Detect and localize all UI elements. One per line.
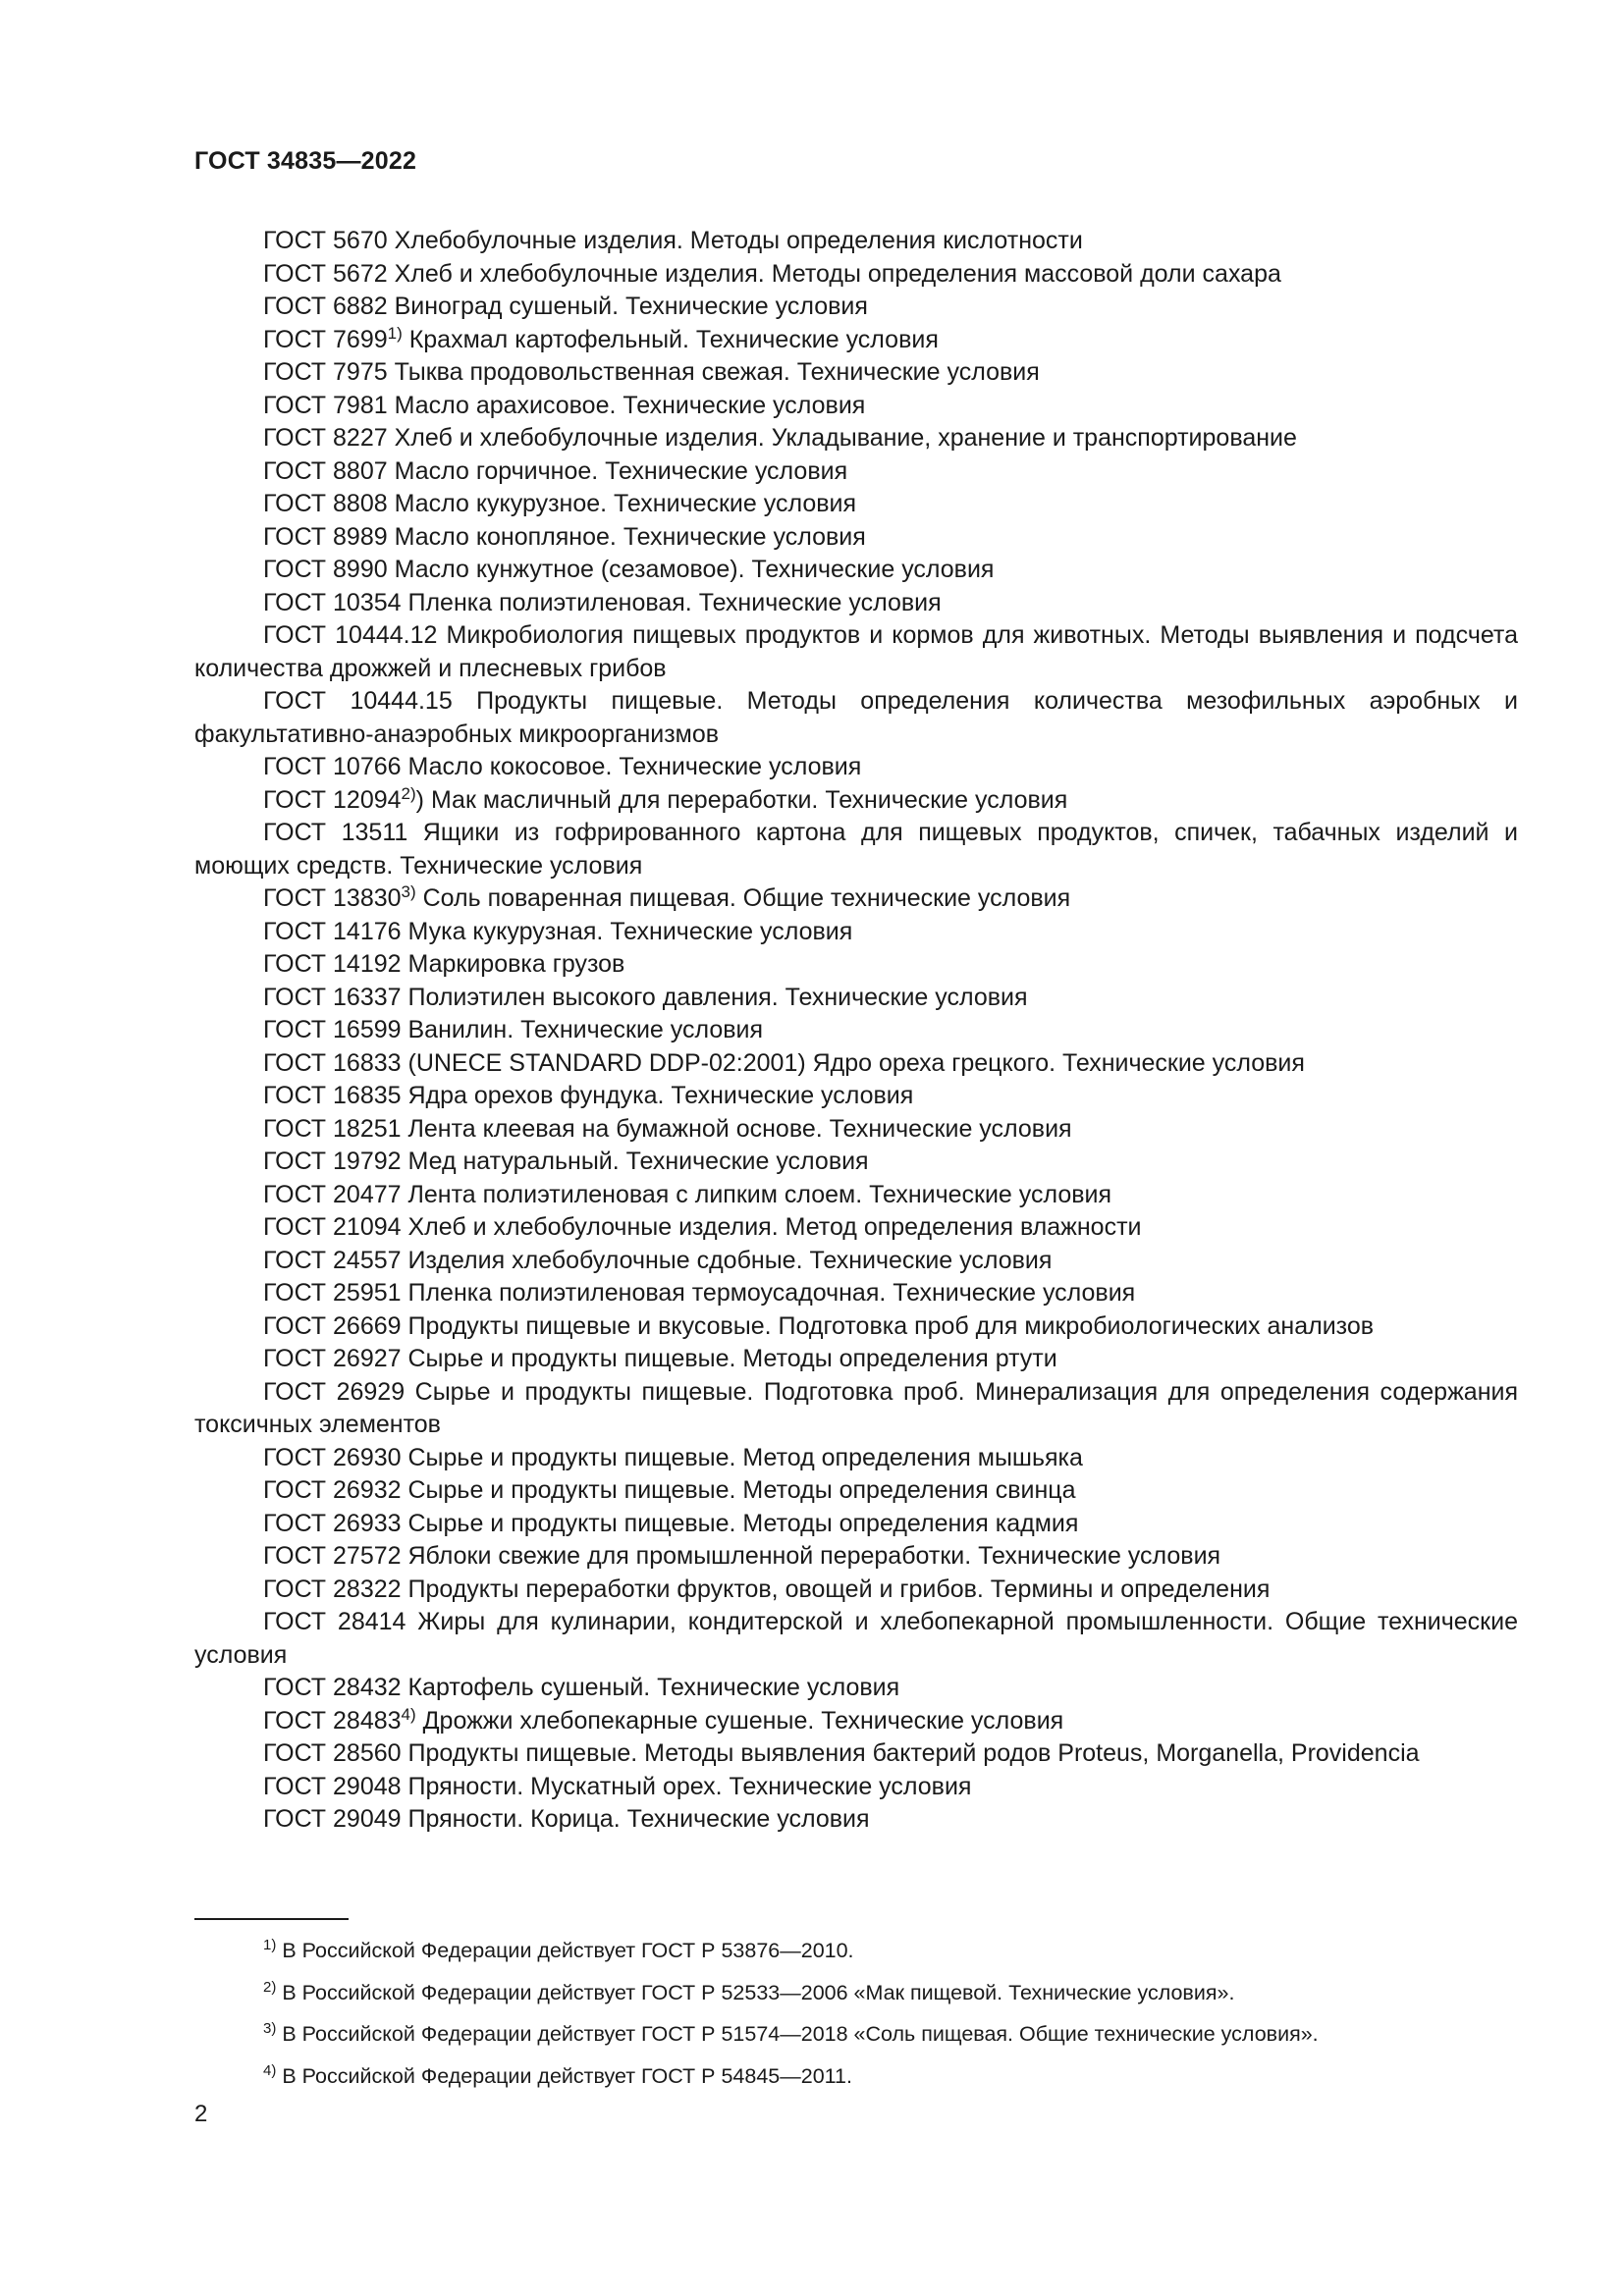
standard-code: ГОСТ 5670 [263,227,388,254]
standard-title: Яблоки свежие для промышленной переработки. Технические условия [401,1542,1221,1570]
standard-code: ГОСТ 18251 [263,1114,402,1143]
reference-entry [194,1771,1518,1804]
reference-entry [194,1474,1518,1508]
standard-code: ГОСТ 26927 [263,1345,402,1372]
standard-code: ГОСТ 10444.12 [263,621,438,649]
standard-title: Масло арахисовое. Технические условия [387,391,866,419]
footnote [263,1930,1530,1972]
reference-entry [194,1672,1518,1705]
reference-entry [194,455,1518,489]
standard-title: Картофель сушеный. Технические условия [401,1674,900,1701]
standard-code: ГОСТ 7699 [263,325,388,353]
standard-code: ГОСТ 8989 [263,522,388,551]
standard-code: ГОСТ 10354 [263,588,402,616]
standard-code: ГОСТ 26930 [263,1443,402,1471]
reference-entry [194,422,1518,455]
normative-references-list [194,225,1518,1837]
standard-code: ГОСТ 26669 [263,1311,402,1340]
standard-title: Масло кокосовое. Технические условия [401,753,862,780]
footnote-text: В Российской Федерации действует ГОСТ Р 52533—2006 «Мак пищевой. Технические условия». [282,1980,1235,2004]
standard-title: (UNECE STANDARD DDP-02:2001) Ядро ореха грецкого. Технические условия [401,1048,1305,1077]
standard-title: Хлеб и хлебобулочные изделия. Укладывание, хранение и транспортирование [387,424,1297,452]
standard-code: ГОСТ 26929 [263,1377,406,1406]
standard-code: ГОСТ 21094 [263,1213,402,1241]
standard-code: ГОСТ 25951 [263,1279,402,1307]
reference-entry [194,619,1518,685]
reference-entry [194,1343,1518,1376]
footnote-marker: 2) [401,783,416,803]
standard-title: Масло кукурузное. Технические условия [387,490,857,517]
reference-entry [194,1442,1518,1475]
standard-title: Масло кунжутное (сезамовое). Технические условия [387,556,995,583]
standard-title: Продукты пищевые и вкусовые. Подготовка проб для микробиологических анализов [401,1311,1375,1340]
standard-code: ГОСТ 8807 [263,456,388,485]
standard-code: ГОСТ 10444.15 [263,687,453,715]
standard-code: ГОСТ 8990 [263,556,388,583]
standard-title: Дрожжи хлебопекарные сушеные. Технические условия [415,1706,1064,1735]
standard-title: Полиэтилен высокого давления. Технические условия [401,983,1028,1011]
document-header: ГОСТ 34835—2022 [194,147,417,175]
reference-entry [194,356,1518,390]
reference-entry [194,1146,1518,1179]
footnotes [263,1930,1530,2097]
standard-title: Изделия хлебобулочные сдобные. Технические условия [401,1246,1053,1274]
reference-entry [194,1574,1518,1607]
standard-title: Пряности. Корица. Технические условия [401,1805,870,1833]
standard-title: Жиры для кулинарии, кондитерской и хлебопекарной промышленности. Общие технические условия [194,1608,1518,1669]
reference-entry [194,1540,1518,1574]
reference-entry [194,1245,1518,1278]
standard-code: ГОСТ 28560 [263,1739,402,1767]
footnote-mark: 2) [263,1978,277,1996]
standard-title: Лента клеевая на бумажной основе. Технические условия [401,1114,1072,1143]
standard-title: Крахмал картофельный. Технические условия [402,325,939,353]
reference-entry [194,324,1518,357]
standard-code: ГОСТ 13511 [263,819,408,846]
standard-code: ГОСТ 16599 [263,1016,402,1043]
reference-entry [194,1179,1518,1212]
reference-entry [194,784,1518,818]
reference-entry [194,521,1518,555]
standard-title: Пленка полиэтиленовая. Технические условия [401,588,942,616]
reference-entry [194,1310,1518,1344]
footnote-text: В Российской Федерации действует ГОСТ Р 54845—2011. [282,2063,852,2088]
standard-title: Сырье и продукты пищевые. Подготовка проб. Минерализация для определения содержания токсичных элементов [194,1377,1519,1438]
reference-entry [194,1705,1518,1738]
standard-code: ГОСТ 26932 [263,1476,402,1504]
standard-code: ГОСТ 27572 [263,1542,402,1570]
reference-entry [194,1014,1518,1047]
standard-code: ГОСТ 16835 [263,1082,402,1109]
standard-code: ГОСТ 19792 [263,1148,402,1175]
standard-title: Хлебобулочные изделия. Методы определения кислотности [387,227,1083,254]
standard-title: Пряности. Мускатный орех. Технические условия [401,1772,972,1800]
footnote-marker: 4) [401,1704,416,1724]
footnote-mark: 4) [263,2061,277,2079]
standard-code: ГОСТ 7975 [263,358,388,386]
standard-title: Микробиология пищевых продуктов и кормов для животных. Методы выявления и подсчета количества дрожжей и плесневых грибов [194,621,1518,682]
reference-entry [194,882,1518,916]
reference-entry [194,948,1518,982]
standard-title: Виноград сушеный. Технические условия [387,293,868,320]
standard-code: ГОСТ 14192 [263,950,402,978]
reference-entry [194,1211,1518,1245]
reference-entry [194,291,1518,324]
reference-entry [194,258,1518,292]
footnote-mark: 1) [263,1937,277,1953]
standard-title: Соль поваренная пищевая. Общие технические условия [415,884,1071,912]
standard-title: Масло конопляное. Технические условия [387,522,866,551]
standard-code: ГОСТ 28432 [263,1674,402,1701]
standard-code: ГОСТ 10766 [263,753,402,780]
standard-title: Продукты переработки фруктов, овощей и грибов. Термины и определения [401,1575,1271,1603]
footnote [263,2013,1530,2056]
standard-title: Сырье и продукты пищевые. Метод определения мышьяка [401,1443,1083,1471]
standard-code: ГОСТ 20477 [263,1180,402,1208]
standard-code: ГОСТ 12094 [263,785,402,814]
standard-code: ГОСТ 8227 [263,424,388,452]
standard-code: ГОСТ 16337 [263,983,402,1011]
standard-title: Сырье и продукты пищевые. Методы определения кадмия [401,1509,1079,1537]
standard-title: ) Мак масличный для переработки. Технические условия [415,785,1068,814]
standard-title: Продукты пищевые. Методы определения количества мезофильных аэробных и факультативно-анаэробных микроорганизмов [194,687,1519,748]
reference-entry [194,982,1518,1015]
standard-code: ГОСТ 28483 [263,1706,402,1735]
standard-title: Ядра орехов фундука. Технические условия [401,1082,914,1109]
standard-code: ГОСТ 8808 [263,490,388,517]
standard-title: Масло горчичное. Технические условия [387,456,848,485]
reference-entry [194,1047,1518,1081]
footnote [263,1972,1530,2014]
reference-entry [194,1277,1518,1310]
reference-entry [194,685,1518,751]
standard-code: ГОСТ 29049 [263,1805,402,1833]
footnote-text: В Российской Федерации действует ГОСТ Р 53876—2010. [282,1939,854,1962]
standard-title: Хлеб и хлебобулочные изделия. Методы определения массовой доли сахара [387,259,1281,288]
reference-entry [194,587,1518,620]
footnote-marker: 1) [387,323,403,343]
standard-title: Тыква продовольственная свежая. Технические условия [387,358,1040,386]
reference-entry [194,554,1518,587]
standard-title: Хлеб и хлебобулочные изделия. Метод определения влажности [401,1213,1142,1241]
standard-title: Сырье и продукты пищевые. Методы определения ртути [401,1345,1057,1372]
reference-entry [194,1113,1518,1147]
footnote-marker: 3) [401,882,416,901]
footnote-text: В Российской Федерации действует ГОСТ Р 51574—2018 «Соль пищевая. Общие технические условия». [282,2022,1319,2046]
page-number: 2 [194,2101,208,2127]
reference-entry [194,916,1518,949]
standard-code: ГОСТ 6882 [263,293,388,320]
standard-code: ГОСТ 13830 [263,884,402,912]
standard-code: ГОСТ 14176 [263,917,402,945]
reference-entry [194,390,1518,423]
reference-entry [194,488,1518,521]
standard-title: Лента полиэтиленовая с липким слоем. Технические условия [401,1180,1112,1208]
standard-title: Маркировка грузов [401,950,625,978]
footnote-mark: 3) [263,2020,277,2037]
standard-code: ГОСТ 5672 [263,259,388,288]
footnote [263,2056,1530,2098]
standard-title: Сырье и продукты пищевые. Методы определения свинца [401,1476,1076,1504]
reference-entry [194,1376,1518,1442]
standard-code: ГОСТ 26933 [263,1509,402,1537]
reference-entry [194,1080,1518,1113]
reference-entry [194,1606,1518,1672]
standard-title: Пленка полиэтиленовая термоусадочная. Технические условия [401,1279,1136,1307]
standard-code: ГОСТ 16833 [263,1048,402,1077]
reference-entry [194,751,1518,784]
reference-entry [194,1803,1518,1837]
reference-entry [194,1737,1518,1771]
standard-code: ГОСТ 29048 [263,1772,402,1800]
standard-title: Мука кукурузная. Технические условия [401,917,853,945]
reference-entry [194,1508,1518,1541]
reference-entry [194,817,1518,882]
standard-title: Ящики из гофрированного картона для пищевых продуктов, спичек, табачных изделий и моющих средств. Технические условия [194,819,1519,880]
standard-code: ГОСТ 28414 [263,1608,406,1635]
standard-code: ГОСТ 24557 [263,1246,402,1274]
standard-code: ГОСТ 28322 [263,1575,402,1603]
standard-title: Ванилин. Технические условия [401,1016,764,1043]
standard-code: ГОСТ 7981 [263,391,388,419]
standard-title: Мед натуральный. Технические условия [401,1148,869,1175]
standard-title: Продукты пищевые. Методы выявления бактерий родов Proteus, Morganella, Providencia [401,1739,1420,1767]
footnote-divider [194,1918,349,1920]
reference-entry [194,225,1518,258]
